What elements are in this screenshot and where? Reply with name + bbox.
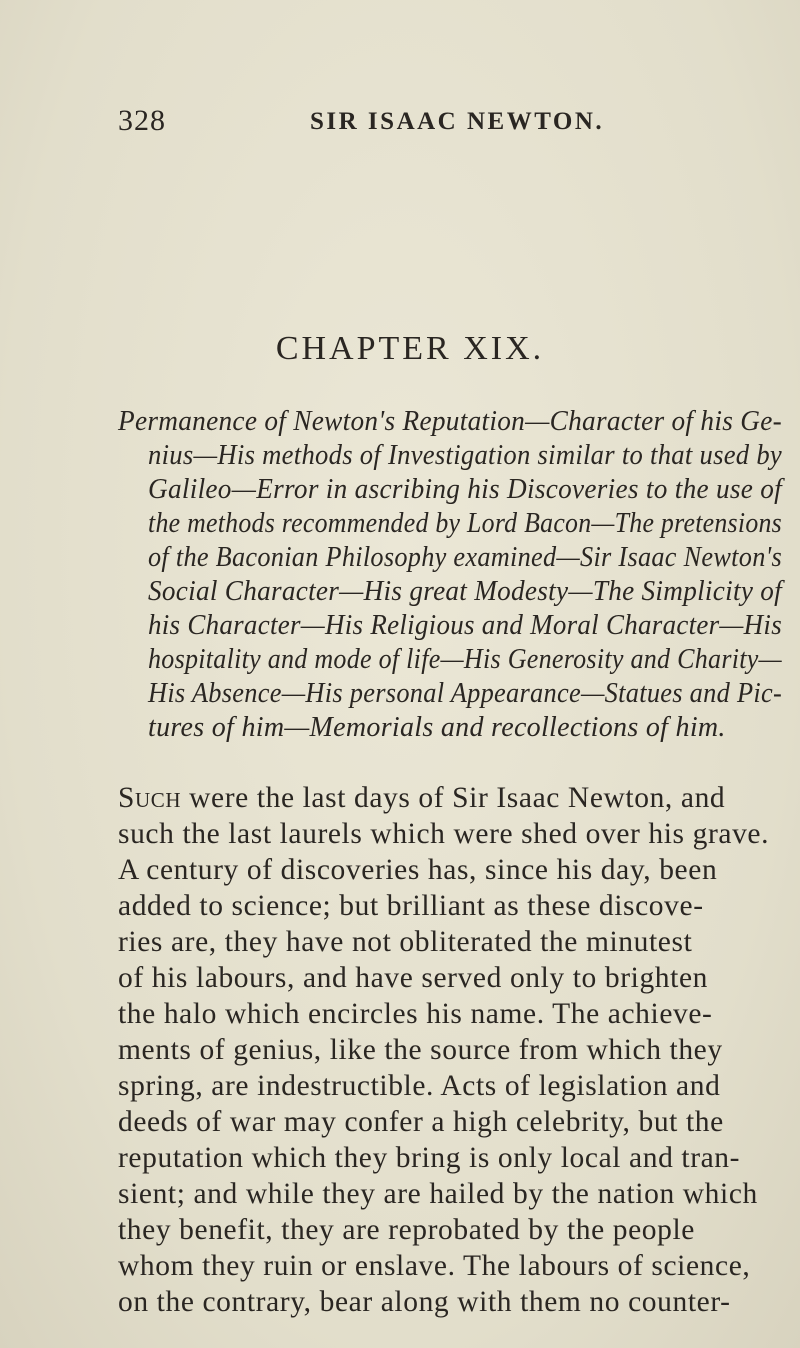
page-number: 328 — [118, 104, 166, 137]
lead-word: Such — [118, 782, 182, 814]
body-line: they benefit, they are reprobated by the people — [118, 1214, 695, 1246]
body-line: ries are, they have not obliterated the minutest — [118, 926, 693, 958]
body-line: reputation which they bring is only local and tran- — [118, 1142, 741, 1174]
running-head — [118, 104, 718, 144]
body-line: sient; and while they are hailed by the nation which — [118, 1178, 758, 1210]
body-line — [118, 782, 725, 815]
summary-line: tures of him—Memorials and recollections of him. — [148, 712, 726, 743]
running-title: SIR ISAAC NEWTON. — [310, 108, 605, 135]
summary-line: nius—His methods of Investigation similar to that used by — [148, 440, 783, 471]
body-paragraph — [0, 782, 800, 1322]
first-line-text: were the last days of Sir Isaac Newton, and — [181, 782, 726, 814]
summary-line: His Absence—His personal Appearance—Statues and Pic- — [148, 678, 783, 709]
summary-line: Galileo—Error in ascribing his Discoveries to the use of — [148, 474, 783, 505]
body-line: on the contrary, bear along with them no counter- — [118, 1286, 731, 1318]
summary-line: hospitality and mode of life—His Generosity and Charity— — [148, 644, 782, 675]
body-line: spring, are indestructible. Acts of legislation and — [118, 1070, 721, 1102]
chapter-summary — [0, 406, 800, 746]
body-line: whom they ruin or enslave. The labours of science, — [118, 1250, 751, 1282]
summary-line: the methods recommended by Lord Bacon—The pretensions — [148, 508, 783, 539]
body-line: of his labours, and have served only to brighten — [118, 962, 708, 994]
summary-line: Social Character—His great Modesty—The Simplicity of — [148, 576, 782, 607]
chapter-title: CHAPTER XIX. — [275, 330, 545, 367]
body-line: the halo which encircles his name. The achieve- — [118, 998, 713, 1030]
summary-line: of the Baconian Philosophy examined—Sir Isaac Newton's — [148, 542, 783, 573]
body-line: added to science; but brilliant as these discove- — [118, 890, 704, 922]
summary-line: his Character—His Religious and Moral Character—His — [148, 610, 782, 641]
body-line: A century of discoveries has, since his day, been — [118, 854, 718, 886]
body-line: ments of genius, like the source from which they — [118, 1034, 723, 1066]
body-line: such the last laurels which were shed over his grave. — [118, 818, 770, 850]
summary-line: Permanence of Newton's Reputation—Character of his Ge- — [118, 406, 783, 437]
body-line: deeds of war may confer a high celebrity, but the — [118, 1106, 724, 1138]
